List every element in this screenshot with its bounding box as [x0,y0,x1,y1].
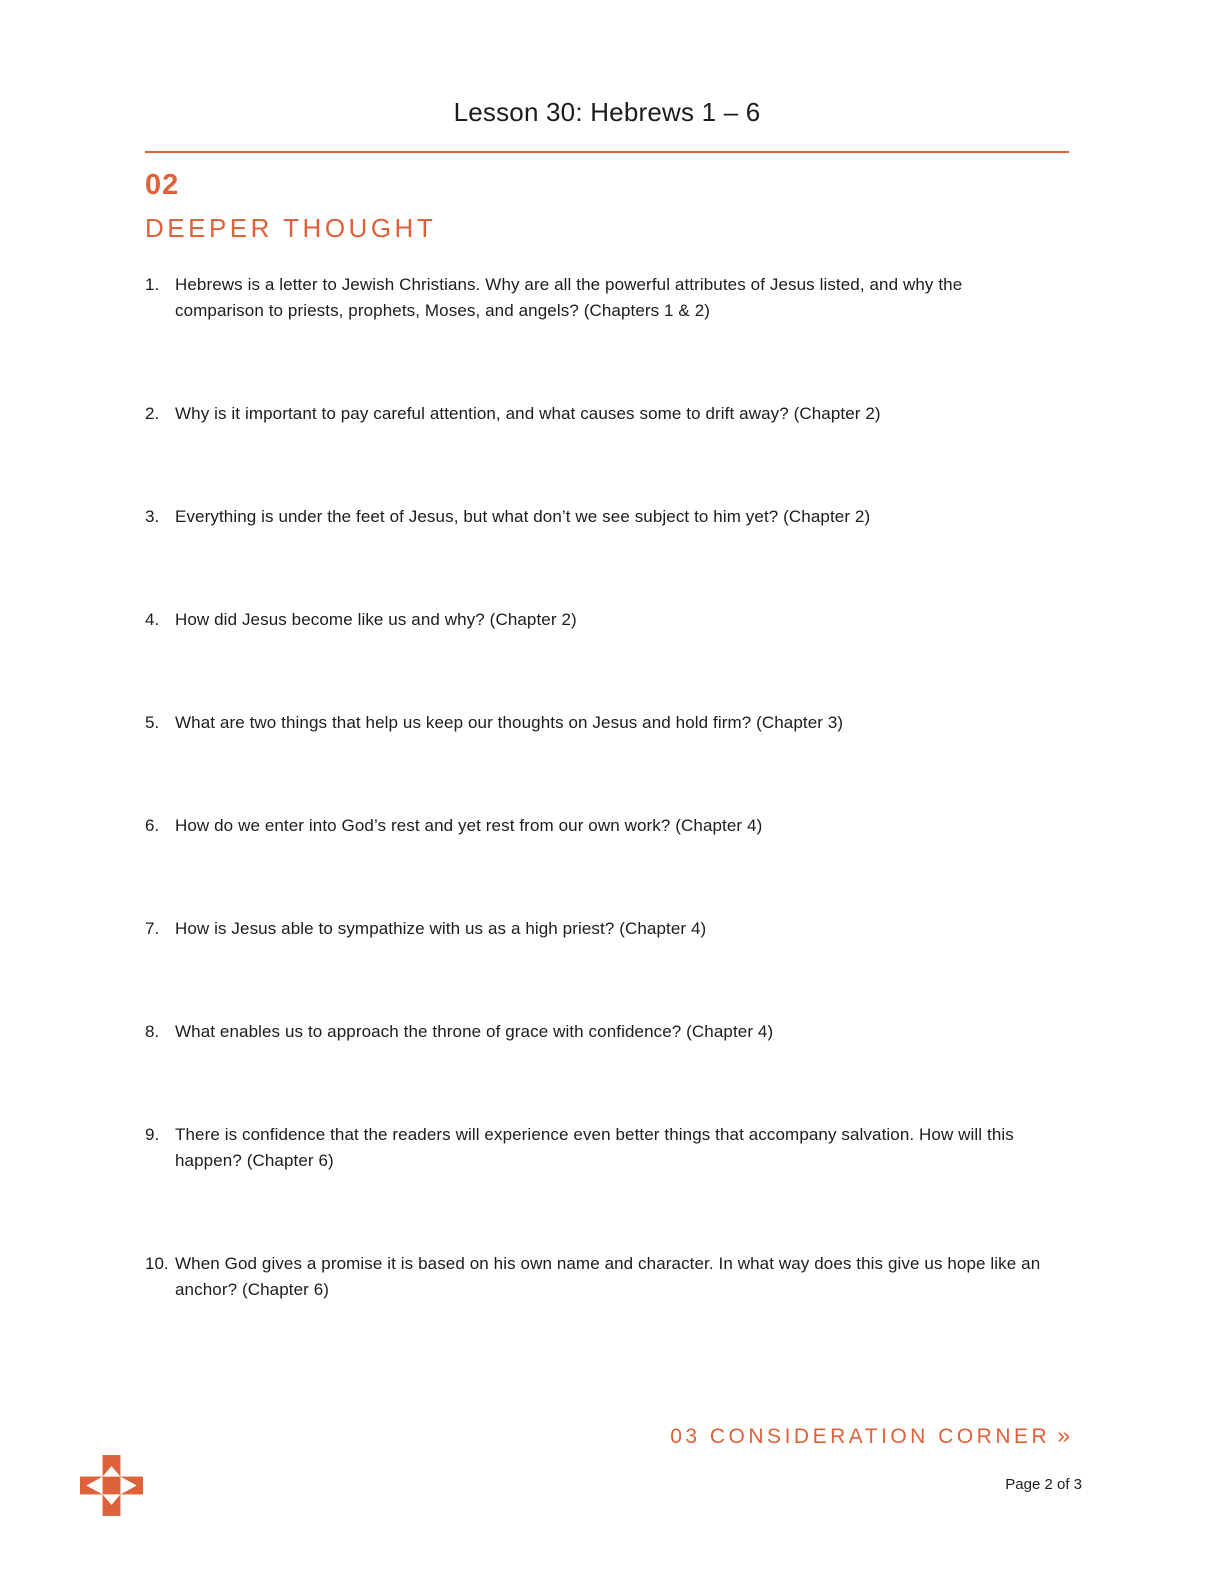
next-section-label: 03 CONSIDERATION CORNER [670,1425,1051,1448]
question-item-4 [145,607,1069,633]
question-item-3 [145,504,1069,530]
question-text: What enables us to approach the throne of grace with confidence? (Chapter 4) [175,1022,774,1041]
question-text: How do we enter into God’s rest and yet rest from our own work? (Chapter 4) [175,816,763,835]
question-number: 8. [145,1022,160,1041]
next-section-link[interactable] [670,1422,1070,1450]
question-number: 4. [145,610,160,629]
question-text: There is confidence that the readers will experience even better things that accompany salvation. How will this happen? (Chapter 6) [175,1125,1014,1170]
question-number: 10. [145,1254,169,1273]
question-number: 1. [145,275,160,294]
question-item-7 [145,916,1069,942]
question-text: When God gives a promise it is based on his own name and character. In what way does this give us hope like an anchor? (Chapter 6) [175,1254,1041,1299]
section-divider-line [145,151,1069,153]
question-item-5 [145,710,1069,736]
question-text: Everything is under the feet of Jesus, but what don’t we see subject to him yet? (Chapter 2) [175,507,871,526]
question-number: 7. [145,919,160,938]
cross-arrows-logo-icon [80,1455,143,1516]
question-number: 2. [145,404,160,423]
section-title: DEEPER THOUGHT [145,213,437,243]
question-item-1 [145,272,1069,324]
question-item-8 [145,1019,1069,1045]
question-text: How did Jesus become like us and why? (Chapter 2) [175,610,577,629]
question-item-6 [145,813,1069,839]
brand-logo [80,1455,143,1516]
page-indicator: Page 2 of 3 [1005,1476,1082,1493]
page-title: Lesson 30: Hebrews 1 – 6 [453,97,761,127]
section-number: 02 [145,169,180,201]
question-item-10 [145,1251,1069,1303]
question-text: How is Jesus able to sympathize with us as a high priest? (Chapter 4) [175,919,707,938]
question-list [145,272,1069,1303]
question-number: 9. [145,1125,160,1144]
page-content [145,0,1069,1303]
question-text: Why is it important to pay careful attention, and what causes some to drift away? (Chapter 2) [175,404,881,423]
question-number: 6. [145,816,160,835]
question-number: 5. [145,713,160,732]
question-item-2 [145,401,1069,427]
double-chevron-right-icon: » [1057,1422,1070,1448]
question-text: What are two things that help us keep our thoughts on Jesus and hold firm? (Chapter 3) [175,713,844,732]
question-number: 3. [145,507,160,526]
question-text: Hebrews is a letter to Jewish Christians. Why are all the powerful attributes of Jesus listed, and why the comparison to priests, prophets, Moses, and angels? (Chapters 1 & 2) [175,275,963,320]
question-item-9 [145,1122,1069,1174]
